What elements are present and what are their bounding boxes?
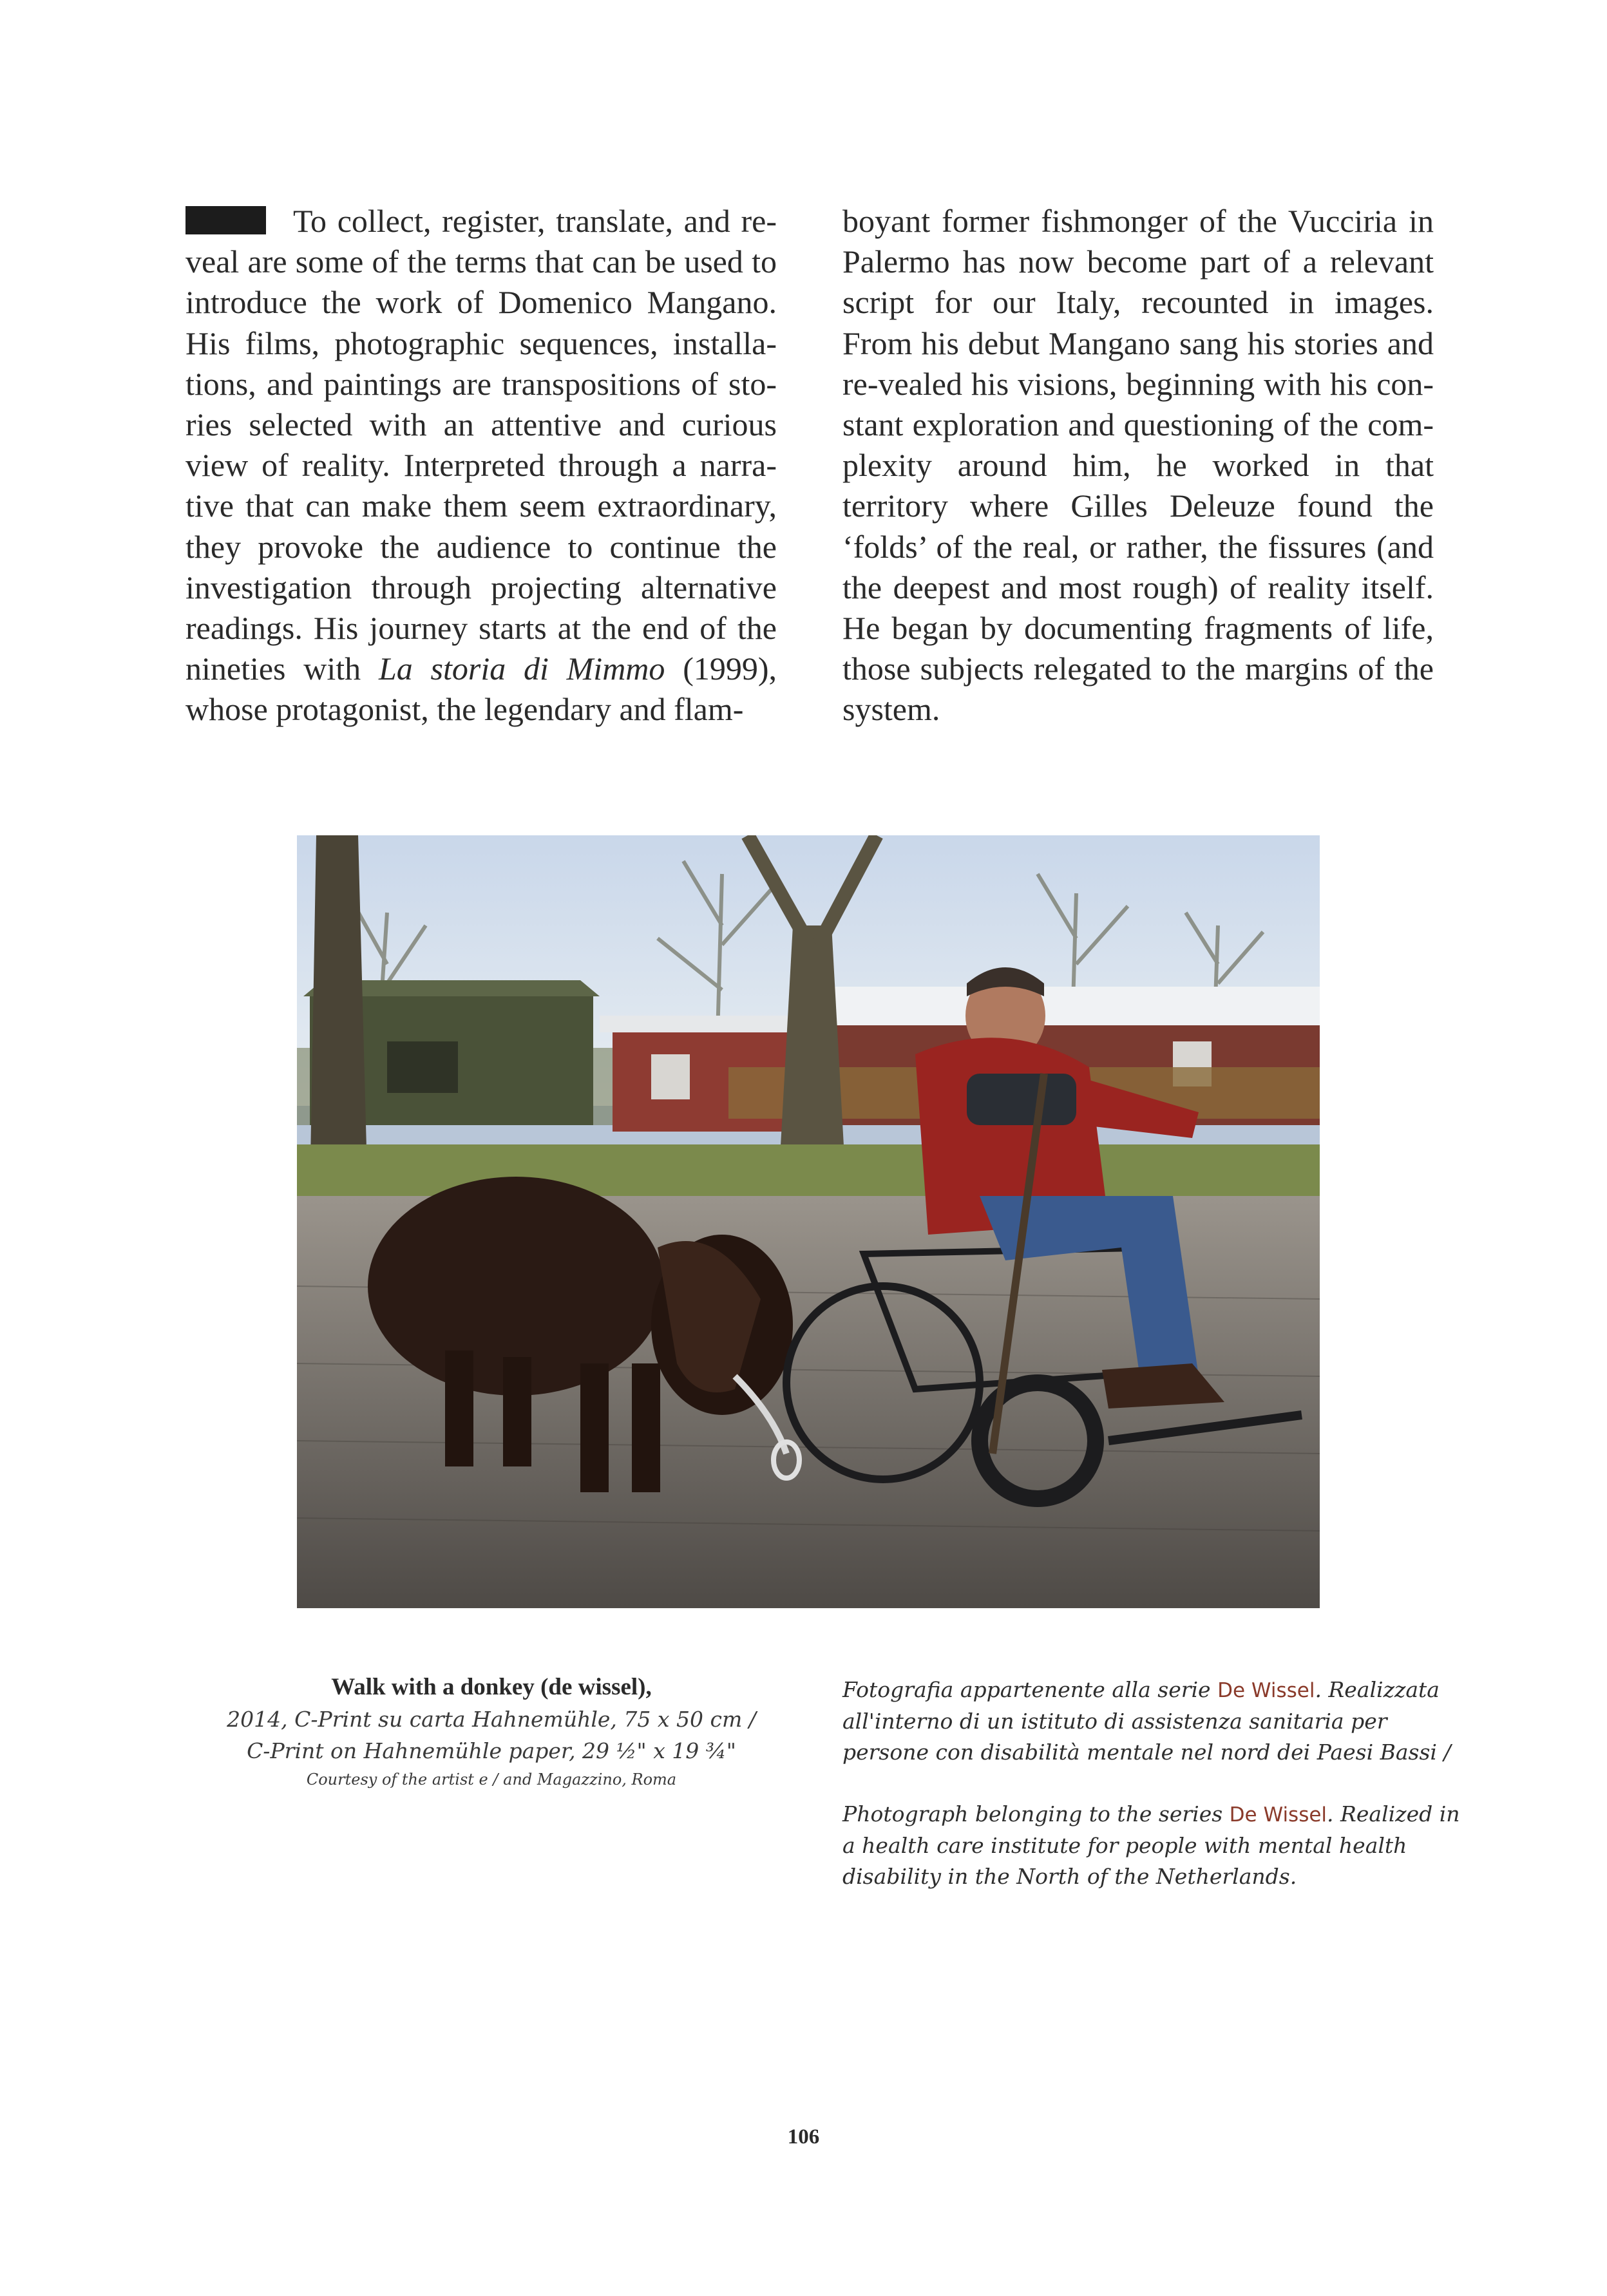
series-name-italian: De Wissel <box>1217 1679 1315 1702</box>
body-paragraph-right: boyant former fishmonger of the Vucciria in Palermo has now become part of a relevant script for our Italy, recounted in images. From his debut Mangano sang his stories and re-vealed his visions, beginning with his con-stant exploration and questioning of the com-plexity around him, he worked in that territory where Gilles Deleuze found the ‘folds’ of the real, or rather, the fissures (and the deepest and most rough) of reality itself. He began by documenting fragments of life, those subjects relegated to the margins of the system. <box>842 203 1434 728</box>
photograph-walk-with-a-donkey <box>297 835 1320 1608</box>
body-text-left-column <box>185 201 777 730</box>
image-description <box>842 1675 1461 1923</box>
description-italian <box>842 1675 1461 1768</box>
description-italian-rest: . Realizzata all'interno di un istituto di assistenza sanitaria per persone con disabilità mentale nel nord dei Paesi Bassi / <box>842 1677 1451 1765</box>
body-paragraph-left <box>185 201 777 730</box>
description-italian-prefix: Fotografia appartenente alla serie <box>842 1677 1218 1702</box>
left-lead-text: To collect, register, translate, and re-veal are some of the terms that can be used to introduce the work of Domenico Mangano. His films, photographic sequences, installa-tions, and paintings are transpositions of sto-ries selected with an attentive and curious view of reality. Interpreted through a narra-tive that can make them seem extraordinary, they provoke the audience to continue the investigation through projecting alternative readings. His journey starts at the end of the nineties with <box>185 203 777 687</box>
description-english <box>842 1799 1461 1892</box>
tree-trunk-left <box>310 835 368 1196</box>
image-caption <box>185 1671 797 1792</box>
description-english-prefix: Photograph belonging to the series <box>842 1801 1230 1826</box>
section-marker-block <box>185 206 266 234</box>
description-english-rest: . Realized in a health care institute for people with mental health disability in the North of the Netherlands. <box>842 1801 1460 1889</box>
work-title: La storia di Mimmo <box>378 650 665 687</box>
caption-title: Walk with a donkey (de wissel), <box>331 1674 652 1700</box>
caption-credit: Courtesy of the artist e / and Magazzino, Roma <box>306 1770 677 1788</box>
left-tail-text: (1999), whose protagonist, the legendary and flam- <box>185 650 777 728</box>
caption-line-italian: 2014, C-Print su carta Hahnemühle, 75 x 50 cm / <box>227 1707 756 1732</box>
caption-line-english: C-Print on Hahnemühle paper, 29 ½" x 19 ¾" <box>247 1738 736 1763</box>
body-text-right-column <box>842 201 1434 730</box>
page-number: 106 <box>787 2125 820 2149</box>
photo-illustration <box>297 835 1320 1608</box>
series-name-english: De Wissel <box>1229 1803 1327 1826</box>
